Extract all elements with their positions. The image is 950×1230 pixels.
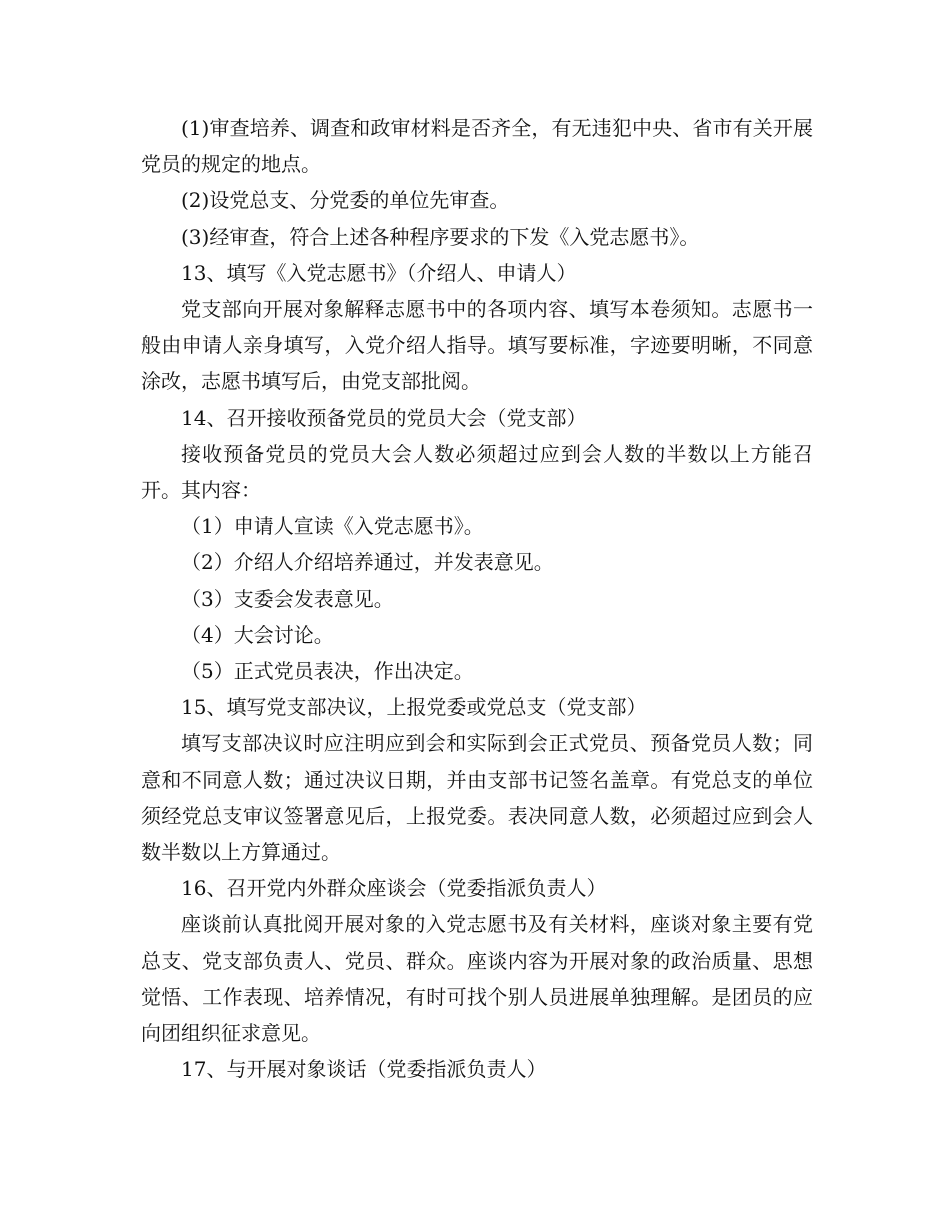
section-heading: 16、召开党内外群众座谈会（党委指派负责人）	[181, 876, 607, 901]
section-heading: 14、召开接收预备党员的党员大会（党支部）	[181, 405, 587, 430]
paragraph: 填写支部决议时应注明应到会和实际到会正式党员、预备党员人数；同意和不同意人数；通过决议日期，并由支部书记签名盖章。有党总支的单位须经党总支审议签署意见后，上报党委。表决同意人数，必须超过应到会人数半数以上方算通过。	[141, 731, 813, 865]
list-item: （3）支委会发表意见。	[181, 586, 394, 611]
list-item: （1）申请人宣读《入党志愿书》。	[181, 514, 484, 539]
list-item: （5）正式党员表决，作出决定。	[181, 659, 474, 684]
paragraph: 座谈前认真批阅开展对象的入党志愿书及有关材料，座谈对象主要有党总支、党支部负责人、党员、群众。座谈内容为开展对象的政治质量、思想觉悟、工作表现、培养情况，有时可找个别人员进展单独理解。是团员的应向团组织征求意见。	[141, 912, 813, 1046]
document-body	[141, 110, 813, 1087]
paragraph: (3)经审查，符合上述各种程序要求的下发《入党志愿书》。	[181, 224, 700, 249]
list-item: （4）大会讨论。	[181, 622, 334, 647]
section-heading: 17、与开展对象谈话（党委指派负责人）	[181, 1057, 547, 1082]
list-item: （2）介绍人介绍培养通过，并发表意见。	[181, 550, 554, 575]
section-heading: 13、填写《入党志愿书》（介绍人、申请人）	[181, 260, 577, 285]
paragraph: 党支部向开展对象解释志愿书中的各项内容、填写本卷须知。志愿书一般由申请人亲身填写，入党介绍人指导。填写要标准，字迹要明晰，不同意涂改，志愿书填写后，由党支部批阅。	[141, 297, 813, 394]
paragraph: (1)审查培养、调查和政审材料是否齐全，有无违犯中央、省市有关开展党员的规定的地点。	[141, 116, 813, 177]
section-heading: 15、填写党支部决议，上报党委或党总支（党支部）	[181, 695, 647, 720]
paragraph: 接收预备党员的党员大会人数必须超过应到会人数的半数以上方能召开。其内容：	[141, 441, 813, 503]
paragraph: (2)设党总支、分党委的单位先审查。	[181, 188, 510, 213]
